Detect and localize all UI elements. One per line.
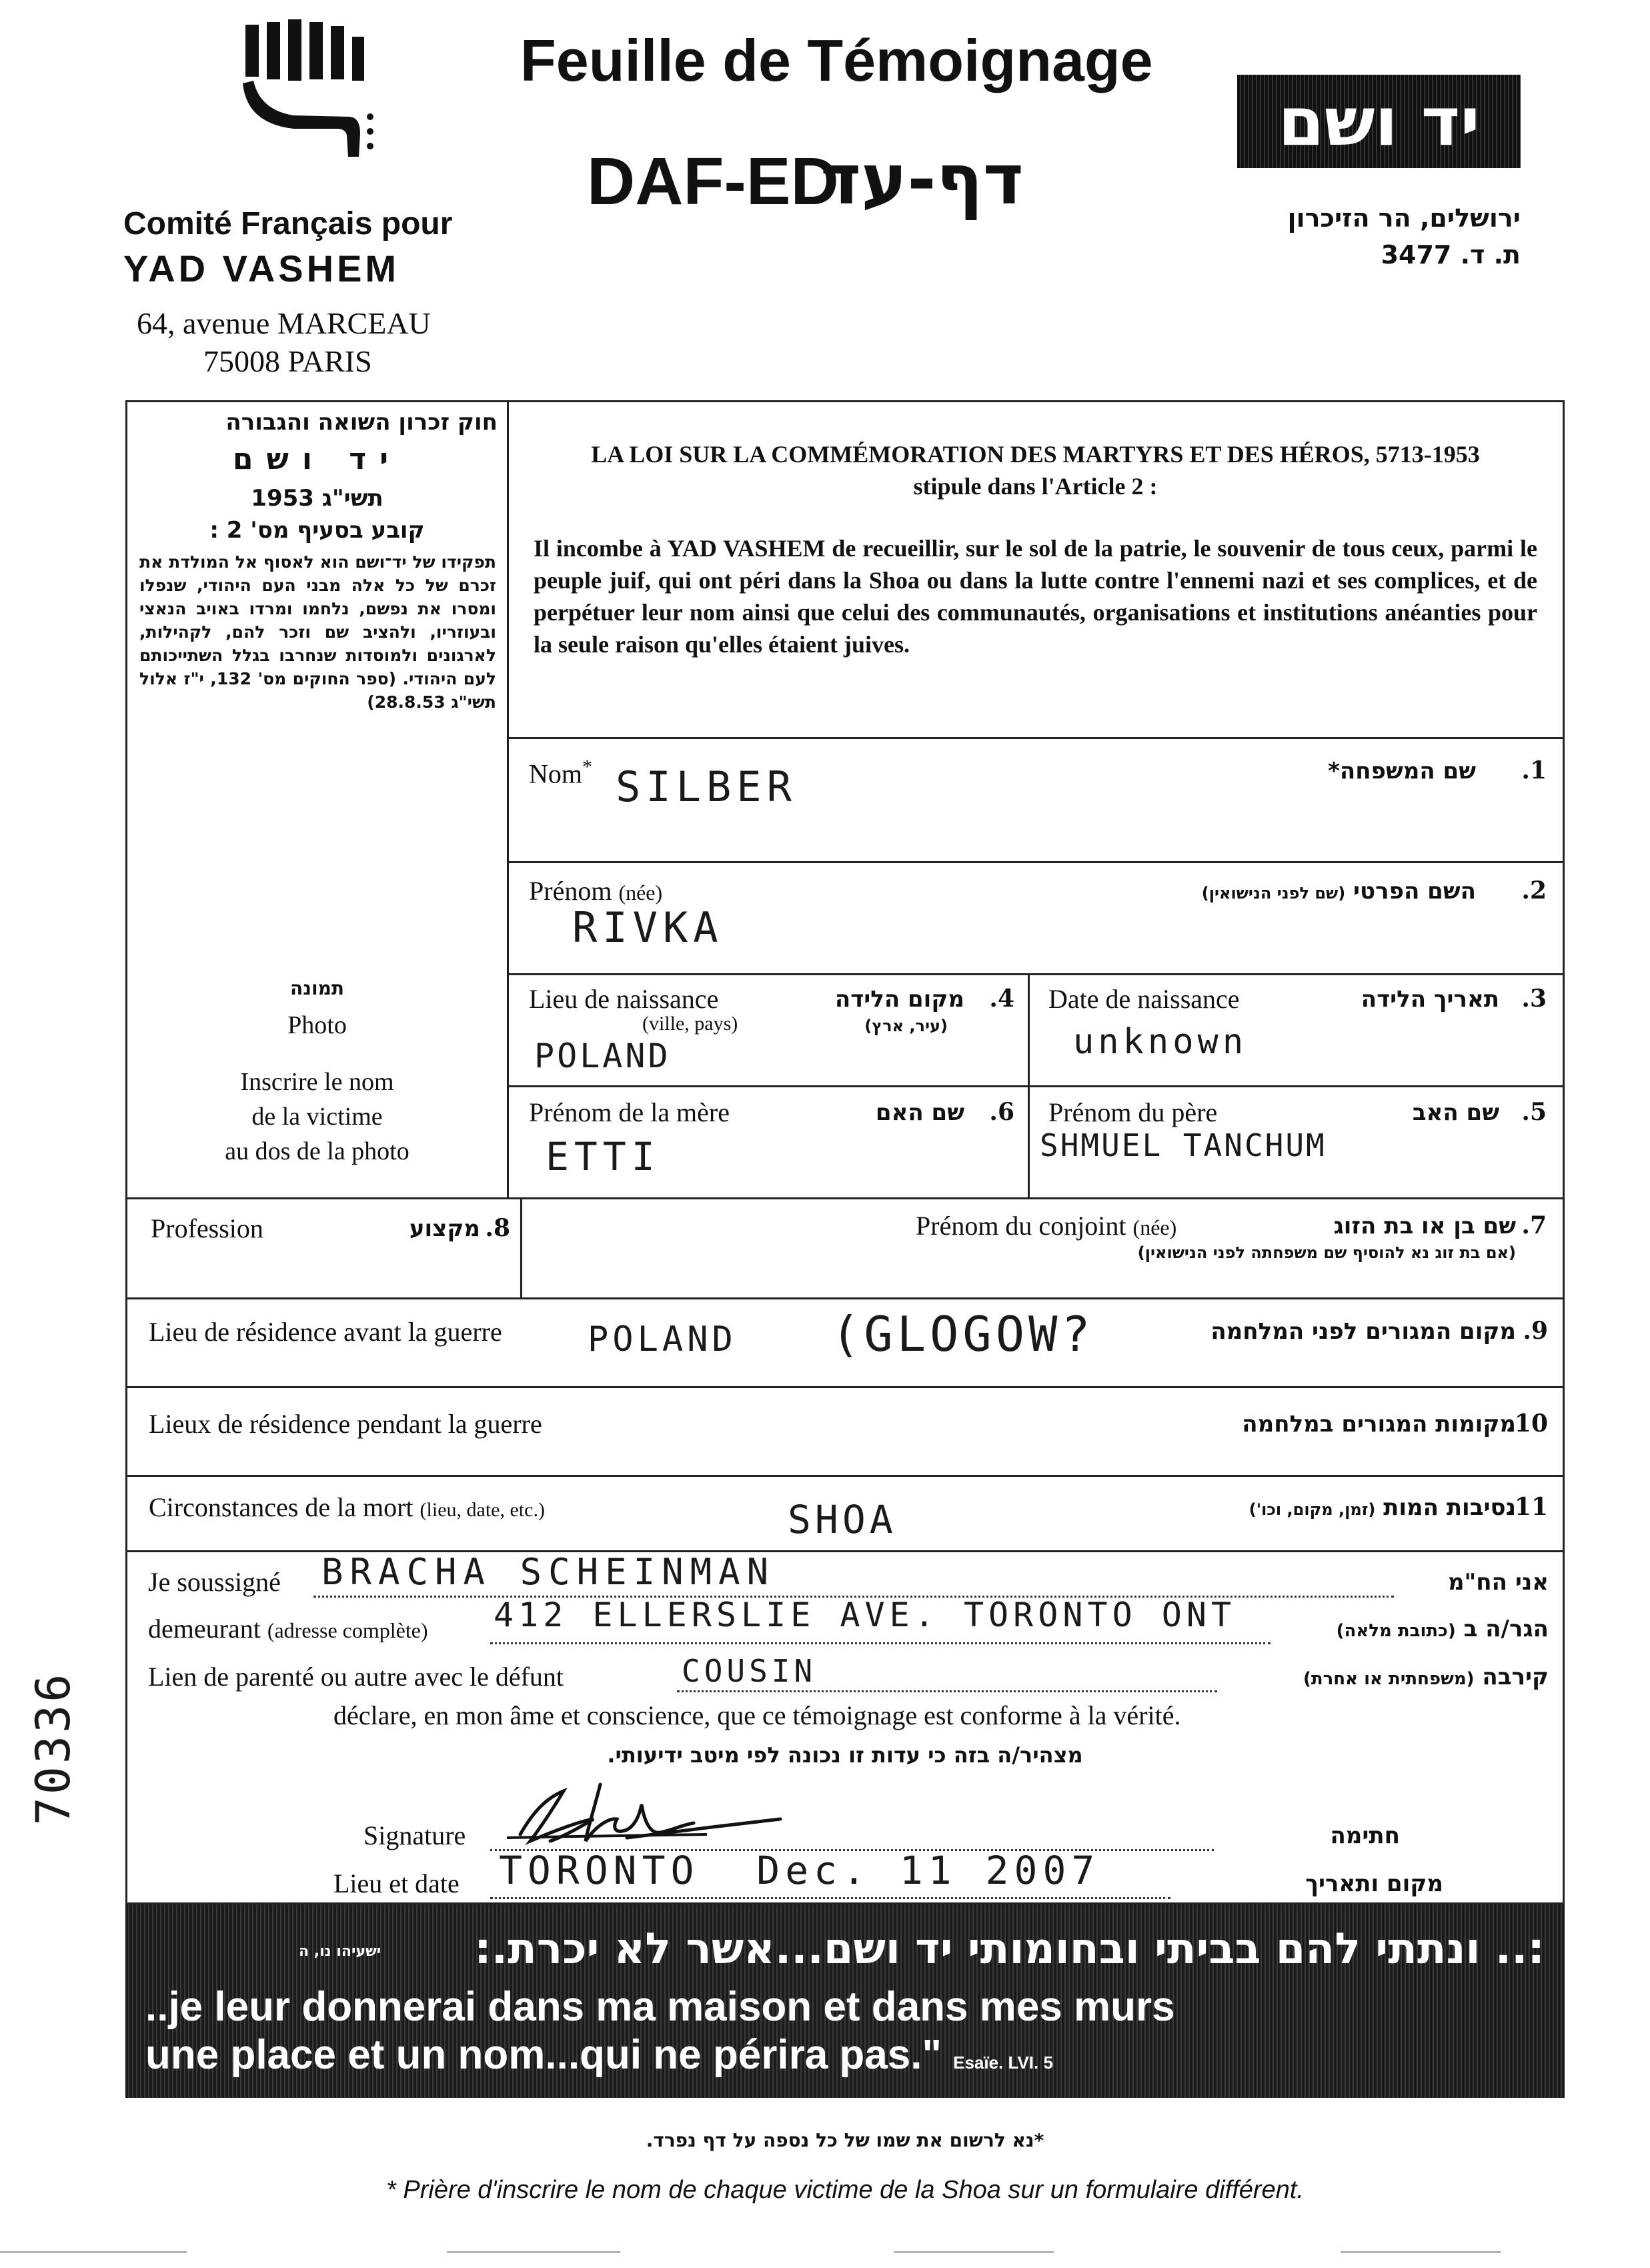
- profession-label: Profession: [151, 1213, 263, 1243]
- lien-hebrew: קירבה (משפחתית או אחרת): [1303, 1664, 1549, 1690]
- field-9-residence-avant[interactable]: [127, 1299, 1563, 1386]
- prenom-pere-hebrew: שם האב: [1412, 1099, 1499, 1126]
- circonstances-hebrew: נסיבות המות (זמן, מקום, וכו'): [1249, 1494, 1516, 1521]
- signature-label: Signature: [363, 1820, 466, 1850]
- nom-value: SILBER: [616, 762, 797, 811]
- banner-hebrew-ref: ישעיהו נו, ה: [299, 1943, 381, 1960]
- soussigne-label: Je soussigné: [148, 1567, 281, 1597]
- date-naissance-number: .3: [1521, 985, 1547, 1013]
- photo-instruction-line1: Inscrire le nom: [240, 1068, 394, 1096]
- nom-number: .1: [1521, 756, 1547, 784]
- law-french-body: Il incombe à YAD VASHEM de recueillir, sur le sol de la patrie, le souvenir de tous ceux, parmi le peuple juif, qui ont péri dans la Shoa ou dans la lutte contre l'ennemi nazi et ses complices, et de perpétuer leur nom ainsi que celui des communautés, organisations et institutions anéanties pour la seule raison qu'elles étaient juives.: [534, 535, 1537, 658]
- profession-number: .8: [485, 1214, 510, 1242]
- demeurant-hebrew: הגר/ה ב (כתובת מלאה): [1336, 1616, 1549, 1642]
- bottom-rule-3: [894, 2251, 1054, 2253]
- law-hebrew-title1: חוק זכרון השואה והגבורה: [225, 409, 498, 436]
- org-name-line2: YAD VASHEM: [123, 247, 400, 290]
- residence-avant-value: POLAND: [588, 1319, 737, 1359]
- field-8-profession[interactable]: [127, 1199, 520, 1297]
- field-7-conjoint[interactable]: [522, 1199, 1563, 1297]
- circonstances-label: Circonstances de la mort (lieu, date, etc.): [149, 1492, 545, 1522]
- law-french-subtitle: stipule dans l'Article 2 :: [913, 473, 1158, 500]
- footer-french-note: * Prière d'inscrire le nom de chaque victime de la Shoa sur un formulaire différent.: [386, 2176, 1304, 2204]
- residence-avant-number: .9: [1523, 1317, 1548, 1345]
- soussigne-hebrew: אני הח"מ: [1447, 1569, 1549, 1596]
- jerusalem-address-line1: ירושלים, הר הזיכרון: [1287, 203, 1521, 233]
- yad-vashem-logo-text: יד ושם: [1278, 83, 1480, 161]
- field-5-prenom-pere[interactable]: [1030, 1087, 1563, 1197]
- date-naissance-value: unknown: [1073, 1022, 1248, 1062]
- prenom-value: RIVKA: [572, 903, 724, 952]
- prenom-hebrew-label: השם הפרטי (שם לפני הנישואין): [1201, 878, 1476, 905]
- margin-handwritten-number: 70336: [26, 1671, 81, 1826]
- signature-hebrew: חתימה: [1330, 1822, 1400, 1849]
- form-title: Feuille de Témoignage: [520, 27, 1153, 93]
- prenom-pere-label: Prénom du père: [1048, 1097, 1218, 1127]
- prenom-mere-hebrew: שם האם: [875, 1099, 964, 1126]
- date-naissance-label: Date de naissance: [1048, 984, 1240, 1014]
- law-hebrew-title4: קובע בסעיף מס' 2 :: [209, 517, 425, 544]
- field-11-circonstances[interactable]: [127, 1477, 1563, 1550]
- conjoint-label: Prénom du conjoint (née): [916, 1211, 1177, 1241]
- lieu-naissance-label: Lieu de naissance: [529, 984, 719, 1014]
- field-3-date-naissance[interactable]: [1030, 975, 1563, 1085]
- lieu-naissance-value: POLAND: [534, 1037, 671, 1075]
- lien-line[interactable]: [677, 1690, 1217, 1692]
- demeurant-value: 412 ELLERSLIE AVE. TORONTO ONT: [494, 1596, 1236, 1634]
- soussigne-value: BRACHA SCHEINMAN: [321, 1551, 776, 1593]
- nom-hebrew-label: שם המשפחה*: [1328, 758, 1476, 784]
- lieu-date-line[interactable]: [490, 1897, 1170, 1899]
- bottom-rule-2: [447, 2251, 620, 2253]
- yad-vashem-hand-logo-icon: [233, 17, 393, 160]
- yad-vashem-logo-box: [1237, 75, 1521, 168]
- jerusalem-address-line2: ת. ד. 3477: [1381, 240, 1521, 269]
- lieu-naissance-hebrew: מקום הלידה: [834, 986, 964, 1013]
- photo-label: Photo: [287, 1011, 347, 1039]
- form-subtitle-latin: DAF-ED: [587, 144, 839, 219]
- demeurant-label: demeurant (adresse complète): [148, 1614, 428, 1644]
- lien-label: Lien de parenté ou autre avec le défunt: [148, 1662, 564, 1692]
- lieu-date-value: TORONTO Dec. 11 2007: [499, 1848, 1100, 1893]
- law-hebrew-box: [127, 402, 507, 809]
- org-address-line2: 75008 PARIS: [203, 344, 372, 378]
- law-hebrew-title3: תשי"ג 1953: [251, 485, 383, 512]
- bottom-rule-4: [1341, 2251, 1501, 2253]
- conjoint-hebrew-sub: (אם בת זוג נא להוסיף שם משפחתה לפני הנישואין): [1137, 1243, 1516, 1262]
- banner-hebrew: :.. ונתתי להם בביתי ובחומותי יד ושם...אשר לא יכרת.:: [474, 1924, 1545, 1974]
- declare-french: déclare, en mon âme et conscience, que ce témoignage est conforme à la vérité.: [333, 1700, 1181, 1730]
- field-4-lieu-naissance[interactable]: [509, 975, 1028, 1085]
- law-hebrew-body: תפקידו של יד־ושם הוא לאסוף אל המולדת את זכרם של כל אלה מבני העם היהודי, שנפלו ומסרו את נפשם, נלחמו ומרדו באויב הנאצי ובעוזריו, ולהציב שם וזכר להם, לקהילות, לארגונים ולמוסדות שנחרבו בגלל השתייכותם לעם היהודי. (ספר החוקים מס' 132, י"ז אלול תשי"ג 28.8.53): [139, 552, 496, 712]
- residence-avant-value2: (GLOGOW?: [831, 1306, 1094, 1362]
- banner-french-line1: ..je leur donnerai dans ma maison et dans mes murs: [145, 1984, 1175, 2030]
- prenom-mere-number: .6: [989, 1098, 1014, 1126]
- lieu-naissance-hebrew-sub: (עיר, ארץ): [864, 1017, 948, 1035]
- lieu-naissance-sub: (ville, pays): [642, 1013, 738, 1035]
- date-naissance-hebrew: תאריך הלידה: [1361, 986, 1499, 1013]
- conjoint-number: .7: [1521, 1211, 1547, 1239]
- lieu-date-label: Lieu et date: [333, 1868, 460, 1898]
- residence-avant-hebrew: מקום המגורים לפני המלחמה: [1210, 1318, 1516, 1345]
- org-name-line1: Comité Français pour: [123, 206, 453, 241]
- demeurant-line[interactable]: [490, 1642, 1271, 1644]
- circonstances-number: .11: [1506, 1493, 1548, 1521]
- prenom-pere-number: .5: [1521, 1098, 1547, 1126]
- prenom-mere-label: Prénom de la mère: [529, 1097, 730, 1127]
- field-1-nom[interactable]: [509, 739, 1563, 861]
- form-subtitle-hebrew: דף-עד: [820, 139, 1024, 220]
- footer-hebrew-note: *נא לרשום את שמו של כל נספה על דף נפרד.: [646, 2129, 1044, 2151]
- conjoint-hebrew: שם בן או בת הזוג: [1333, 1213, 1516, 1239]
- residence-pendant-number: .10: [1506, 1409, 1548, 1438]
- banner-french-line2: une place et un nom...qui ne périra pas." Esaïe. LVI. 5: [145, 2032, 1053, 2078]
- residence-pendant-hebrew: מקומות המגורים במלחמה: [1242, 1411, 1516, 1438]
- law-french-title: LA LOI SUR LA COMMÉMORATION DES MARTYRS ET DES HÉROS, 5713-1953: [591, 441, 1480, 468]
- org-address-line1: 64, avenue MARCEAU: [137, 306, 431, 340]
- nom-label: Nom*: [529, 756, 592, 789]
- residence-avant-label: Lieu de résidence avant la guerre: [149, 1317, 502, 1347]
- photo-instruction-line3: au dos de la photo: [225, 1137, 409, 1165]
- prenom-pere-value: SHMUEL TANCHUM: [1040, 1127, 1327, 1163]
- bottom-rule-1: [0, 2251, 187, 2253]
- declare-hebrew: מצהיר/ה בזה כי עדות זו נכונה לפי מיטב ידיעותי.: [607, 1742, 1083, 1768]
- field-2-prenom[interactable]: [509, 863, 1563, 973]
- photo-hebrew-label: תמונה: [290, 977, 344, 999]
- law-hebrew-title2: יד ושם: [232, 442, 402, 476]
- lieu-date-hebrew: מקום ותאריך: [1305, 1870, 1443, 1897]
- field-10-residence-pendant[interactable]: [127, 1388, 1563, 1475]
- photo-instruction-line2: de la victime: [251, 1103, 383, 1131]
- circonstances-value: SHOA: [788, 1497, 897, 1542]
- prenom-number: .2: [1521, 877, 1547, 905]
- field-6-prenom-mere[interactable]: [509, 1087, 1028, 1197]
- lieu-naissance-number: .4: [989, 985, 1014, 1013]
- signature-image: [494, 1771, 840, 1851]
- prenom-mere-value: ETTI: [546, 1134, 660, 1179]
- prenom-label: Prénom (née): [529, 876, 663, 906]
- quote-banner: [125, 1904, 1565, 2098]
- profession-hebrew: מקצוע: [409, 1215, 480, 1242]
- lien-value: COUSIN: [682, 1653, 817, 1689]
- residence-pendant-label: Lieux de résidence pendant la guerre: [149, 1409, 542, 1439]
